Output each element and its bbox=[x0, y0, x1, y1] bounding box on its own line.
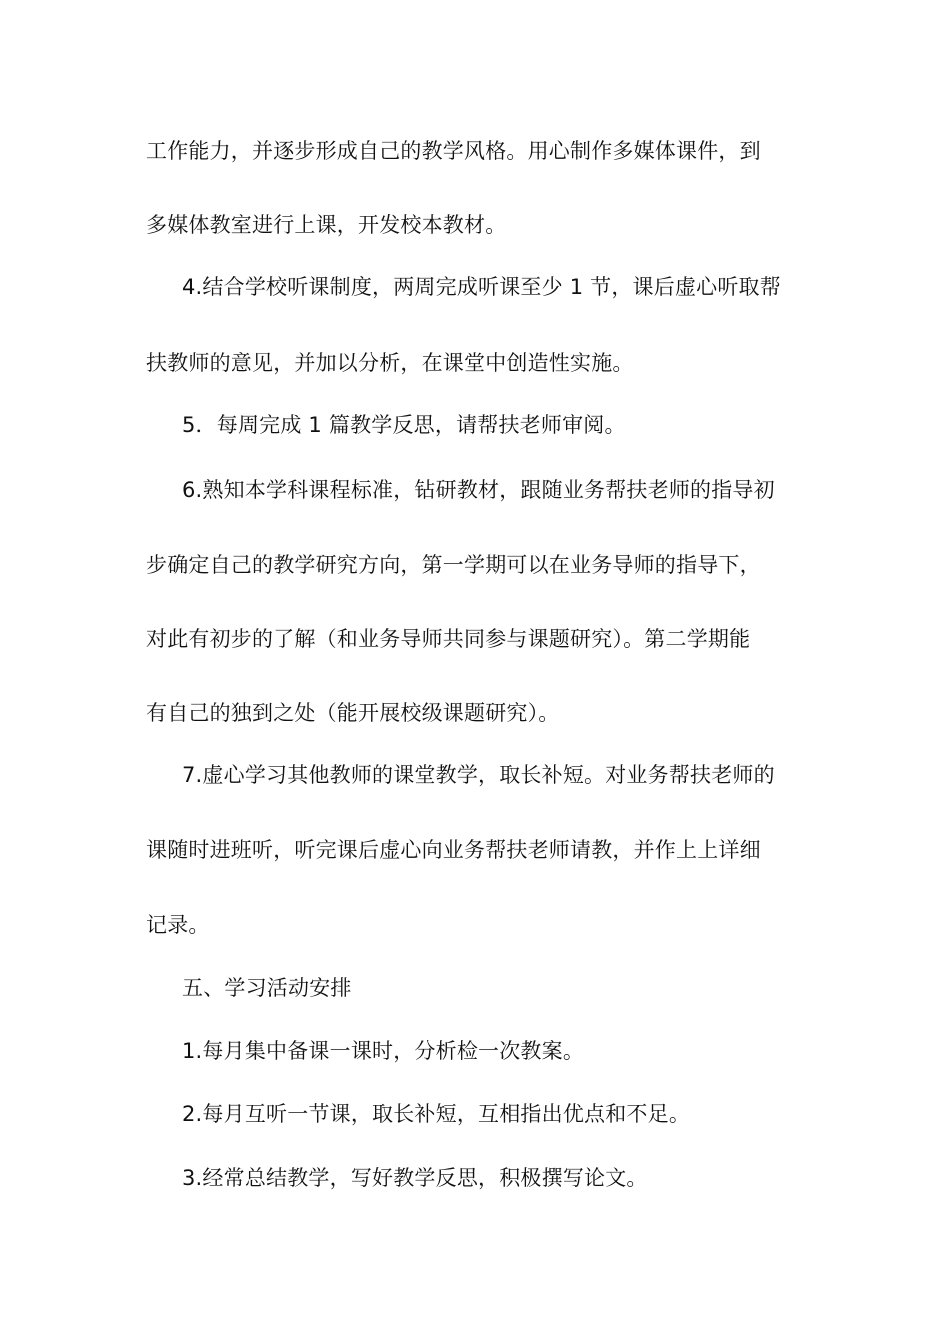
list-item-3: 3.经常总结教学，写好教学反思，积极撰写论文。 bbox=[182, 1166, 648, 1190]
text-line: 有自己的独到之处（能开展校级课题研究）。 bbox=[146, 701, 560, 725]
section-heading: 五、学习活动安排 bbox=[182, 976, 352, 1000]
text-line: 对此有初步的了解（和业务导师共同参与课题研究）。第二学期能 bbox=[146, 627, 751, 651]
text-line: 扶教师的意见，并加以分析，在课堂中创造性实施。 bbox=[146, 351, 634, 375]
list-item-4: 4.结合学校听课制度，两周完成听课至少 1 节，课后虚心听取帮 bbox=[182, 275, 781, 299]
list-item-5: 5．每周完成 1 篇教学反思，请帮扶老师审阅。 bbox=[182, 413, 626, 437]
text-line: 工作能力，并逐步形成自己的教学风格。用心制作多媒体课件，到 bbox=[146, 139, 761, 163]
list-item-2: 2.每月互听一节课，取长补短，互相指出优点和不足。 bbox=[182, 1102, 691, 1126]
list-item-6: 6.熟知本学科课程标准，钻研教材，跟随业务帮扶老师的指导初 bbox=[182, 478, 775, 502]
text-line: 多媒体教室进行上课，开发校本教材。 bbox=[146, 213, 507, 237]
text-line: 步确定自己的教学研究方向，第一学期可以在业务导师的指导下， bbox=[146, 553, 761, 577]
list-item-7: 7.虚心学习其他教师的课堂教学，取长补短。对业务帮扶老师的 bbox=[182, 763, 775, 787]
list-item-1: 1.每月集中备课一课时，分析检一次教案。 bbox=[182, 1039, 585, 1063]
text-line: 课随时进班听，听完课后虚心向业务帮扶老师请教，并作上上详细 bbox=[146, 838, 761, 862]
text-line: 记录。 bbox=[146, 913, 210, 937]
